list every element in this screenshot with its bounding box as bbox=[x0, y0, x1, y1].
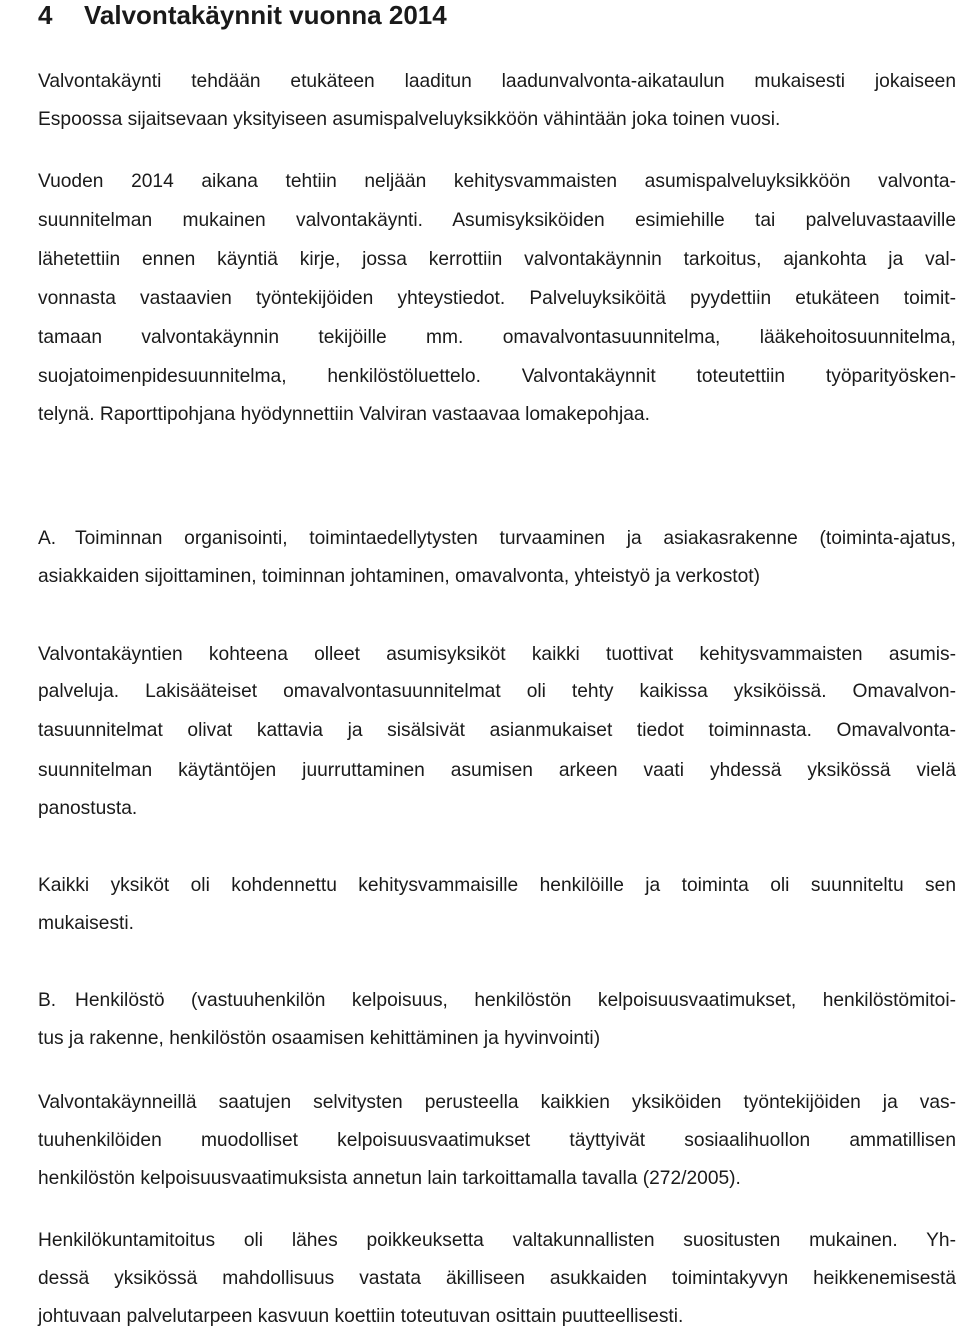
paragraph-line: Valvontakäyntien kohteena olleet asumisyksiköt kaikki tuottivat kehitysvammaisten asumis- bbox=[38, 644, 956, 665]
paragraph-line: vonnasta vastaavien työntekijöiden yhteystiedot. Palveluyksiköitä pyydettiin etukäteen toimit- bbox=[38, 288, 956, 309]
paragraph-line: tasuunnitelmat olivat kattavia ja sisälsivät asianmukaiset tiedot toiminnasta. Omavalvonta- bbox=[38, 720, 956, 741]
paragraph-line: Vuoden 2014 aikana tehtiin neljään kehitysvammaisten asumispalveluyksikköön valvonta- bbox=[38, 171, 956, 192]
section-title: Valvontakäynnit vuonna 2014 bbox=[84, 0, 447, 30]
paragraph-line: suunnitelman mukainen valvontakäynti. Asumisyksiköiden esimiehille tai palveluvastaaville bbox=[38, 210, 956, 231]
paragraph-line: mukaisesti. bbox=[38, 913, 134, 934]
paragraph-line: Espoossa sijaitsevaan yksityiseen asumispalveluyksikköön vähintään joka toinen vuosi. bbox=[38, 109, 781, 130]
paragraph-line: tamaan valvontakäynnin tekijöille mm. omavalvontasuunnitelma, lääkehoitosuunnitelma, bbox=[38, 327, 956, 348]
paragraph-line: telynä. Raporttipohjana hyödynnettiin Valviran vastaavaa lomakepohjaa. bbox=[38, 404, 650, 425]
list-marker-a: A. bbox=[38, 528, 57, 549]
subheading-line: Henkilöstö (vastuuhenkilön kelpoisuus, henkilöstön kelpoisuusvaatimukset, henkilöstömitoi- bbox=[75, 990, 956, 1011]
paragraph-line: Valvontakäynneillä saatujen selvitysten perusteella kaikkien yksiköiden työntekijöiden ja vas- bbox=[38, 1092, 956, 1113]
paragraph-line: lähetettiin ennen käyntiä kirje, jossa kerrottiin valvontakäynnin tarkoitus, ajankohta ja val- bbox=[38, 249, 956, 270]
paragraph-line: suunnitelman käytäntöjen juurruttaminen asumisen arkeen vaati yhdessä yksikössä vielä bbox=[38, 760, 956, 781]
paragraph-line: palveluja. Lakisääteiset omavalvontasuunnitelmat oli tehty kaikissa yksiköissä. Omavalvon- bbox=[38, 681, 956, 702]
paragraph-line: suojatoimenpidesuunnitelma, henkilöstöluettelo. Valvontakäynnit toteutettiin työparityösken- bbox=[38, 366, 956, 387]
section-number: 4 bbox=[38, 0, 53, 30]
paragraph-line: Henkilökuntamitoitus oli lähes poikkeuksetta valtakunnallisten suositusten mukainen. Yh- bbox=[38, 1230, 956, 1251]
paragraph-line: johtuvaan palvelutarpeen kasvuun koettiin toteutuvan osittain puutteellisesti. bbox=[38, 1306, 684, 1327]
paragraph-line: tuuhenkilöiden muodolliset kelpoisuusvaatimukset täyttyivät sosiaalihuollon ammatillisen bbox=[38, 1130, 956, 1151]
paragraph-line: panostusta. bbox=[38, 798, 138, 819]
paragraph-line: Kaikki yksiköt oli kohdennettu kehitysvammaisille henkilöille ja toiminta oli suunniteltu sen bbox=[38, 875, 956, 896]
paragraph-line: dessä yksikössä mahdollisuus vastata äkilliseen asukkaiden toimintakyvyn heikkenemisestä bbox=[38, 1268, 956, 1289]
list-marker-b: B. bbox=[38, 990, 57, 1011]
subheading-line: tus ja rakenne, henkilöstön osaamisen kehittäminen ja hyvinvointi) bbox=[38, 1028, 601, 1049]
paragraph-line: henkilöstön kelpoisuusvaatimuksista annetun lain tarkoittamalla tavalla (272/2005). bbox=[38, 1168, 741, 1189]
paragraph-line: Valvontakäynti tehdään etukäteen laaditun laadunvalvonta-aikataulun mukaisesti jokaiseen bbox=[38, 71, 956, 92]
section-heading bbox=[38, 0, 447, 30]
subheading-line: Toiminnan organisointi, toimintaedellytysten turvaaminen ja asiakasrakenne (toiminta-ajatus, bbox=[75, 528, 956, 549]
subheading-line: asiakkaiden sijoittaminen, toiminnan johtaminen, omavalvonta, yhteistyö ja verkostot) bbox=[38, 566, 761, 587]
